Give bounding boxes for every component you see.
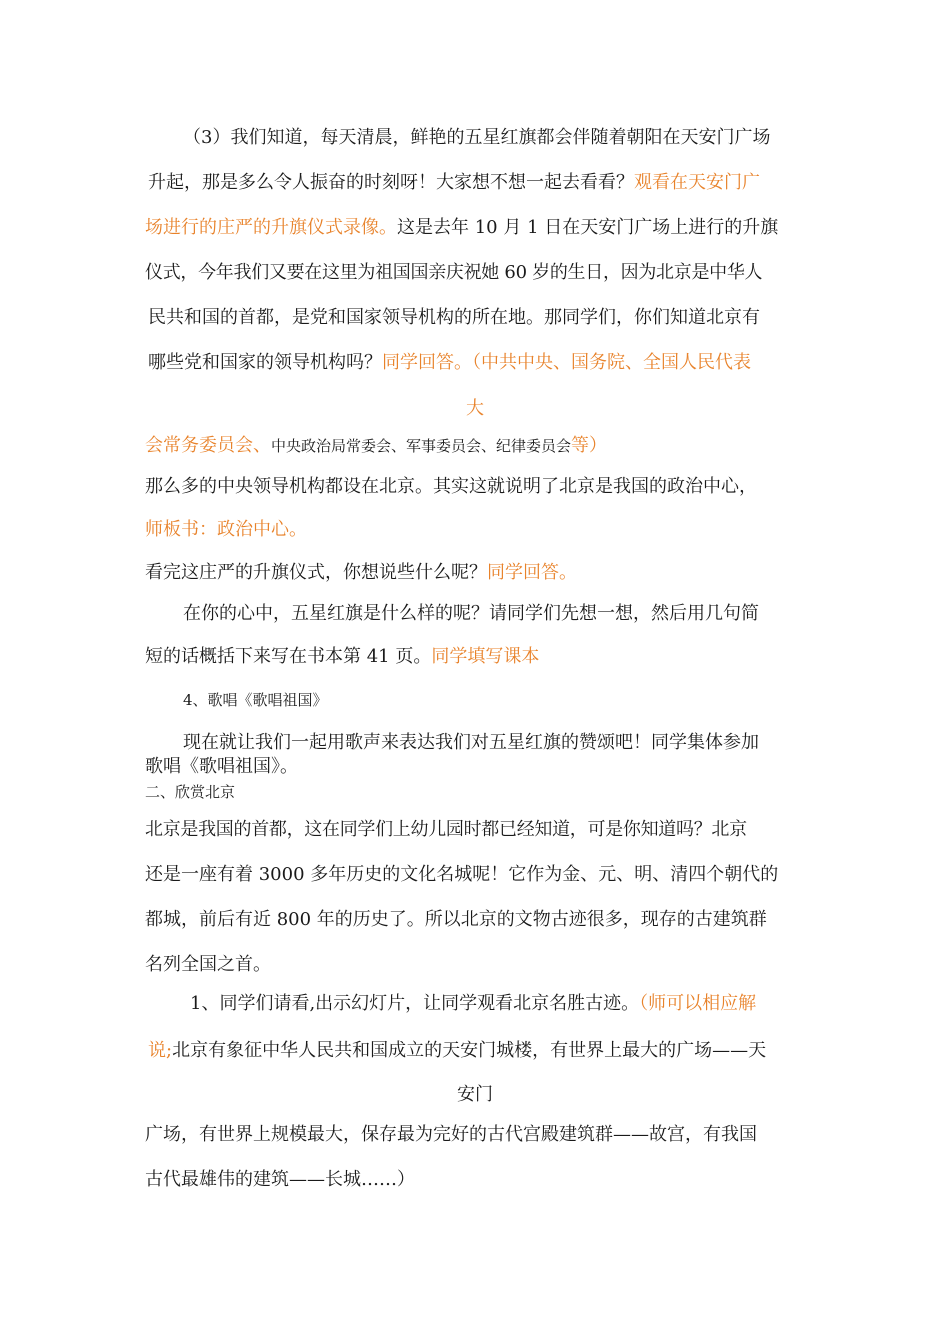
text: 名列全国之首。: [145, 954, 271, 975]
teacher-note: 大: [466, 398, 484, 419]
teacher-note: 同学回答。（中共中央、国务院、全国人民代表: [382, 352, 751, 373]
section2-line-2: [145, 863, 778, 887]
slides-line-1: [190, 992, 756, 1016]
text: 仪式，今年我们又要在这里为祖国国亲庆祝她 60 岁的生日，因为北京是中华人: [145, 262, 763, 283]
flag-line-1: [183, 602, 759, 626]
p3-line-5: [148, 306, 760, 330]
text: 安门: [457, 1084, 493, 1105]
p3-line-3: [145, 216, 778, 240]
politics-line-3: [145, 561, 577, 585]
song-line-2: [145, 755, 298, 779]
teacher-note: （师可以相应解: [639, 993, 757, 1014]
p3-line-6: [148, 351, 751, 375]
flag-line-2: [145, 645, 539, 669]
text: 歌唱《歌唱祖国》。: [145, 756, 298, 777]
text: 1、同学们请看,出示幻灯片，让同学观看北京名胜古迹。: [190, 993, 640, 1014]
song-heading: [183, 688, 328, 712]
heading: 二、欣赏北京: [145, 783, 236, 801]
p3-line-8: [145, 434, 607, 458]
p3-line-7: [466, 397, 484, 421]
text: 古代最雄伟的建筑——长城……）: [145, 1169, 415, 1190]
teacher-note: 观看在天安门广: [634, 172, 760, 193]
teacher-note: 等）: [571, 435, 608, 456]
section2-line-3: [145, 908, 767, 932]
section2-line-4: [145, 953, 271, 977]
teacher-note: 说;: [148, 1040, 173, 1061]
song-line-1: [183, 731, 759, 755]
text: 民共和国的首都，是党和国家领导机构的所在地。那同学们，你们知道北京有: [148, 307, 760, 328]
teacher-note: 同学填写课本: [431, 646, 540, 667]
teacher-note: 场进行的庄严的升旗仪式录像。: [145, 217, 397, 238]
p3-line-2: [148, 171, 760, 195]
slides-line-3: [457, 1083, 493, 1107]
politics-line-1: [145, 475, 757, 499]
heading: 4、歌唱《歌唱祖国》: [183, 691, 328, 709]
text: 这是去年 10 月 1 日在天安门广场上进行的升旗: [397, 217, 779, 238]
politics-line-2: [145, 518, 307, 542]
section2-line-1: [145, 818, 747, 842]
text: 广场，有世界上规模最大，保存最为完好的古代宫殿建筑群——故宫，有我国: [145, 1124, 757, 1145]
teacher-note: 同学回答。: [487, 562, 577, 583]
text: 那么多的中央领导机构都设在北京。其实这就说明了北京是我国的政治中心，: [145, 476, 757, 497]
slides-line-2: [148, 1039, 766, 1063]
section2-heading: [145, 780, 235, 804]
text: 在你的心中，五星红旗是什么样的呢？请同学们先想一想，然后用几句简: [183, 603, 759, 624]
slides-line-5: [145, 1168, 415, 1192]
p3-line-1: [183, 126, 770, 150]
teacher-note: 师板书：政治中心。: [145, 519, 307, 540]
text: 还是一座有着 3000 多年历史的文化名城呢！它作为金、元、明、清四个朝代的: [145, 864, 779, 885]
text: 北京有象征中华人民共和国成立的天安门城楼，有世界上最大的广场——天: [172, 1040, 767, 1061]
slides-line-4: [145, 1123, 757, 1147]
text: 哪些党和国家的领导机构吗？: [148, 352, 382, 373]
text: 看完这庄严的升旗仪式，你想说些什么呢？: [145, 562, 487, 583]
text: 都城，前后有近 800 年的历史了。所以北京的文物古迹很多，现存的古建筑群: [145, 909, 767, 930]
text: （3）我们知道，每天清晨，鲜艳的五星红旗都会伴随着朝阳在天安门广场: [183, 127, 771, 148]
text: 北京是我国的首都，这在同学们上幼儿园时都已经知道，可是你知道吗？北京: [145, 819, 747, 840]
p3-line-4: [145, 261, 762, 285]
text: 现在就让我们一起用歌声来表达我们对五星红旗的赞颂吧！同学集体参加: [183, 732, 759, 753]
text: 中央政治局常委会、军事委员会、纪律委员会: [271, 437, 572, 455]
teacher-note: 会常务委员会、: [145, 435, 271, 456]
text: 短的话概括下来写在书本第 41 页。: [145, 646, 432, 667]
text: 升起，那是多么令人振奋的时刻呀！大家想不想一起去看看？: [148, 172, 634, 193]
